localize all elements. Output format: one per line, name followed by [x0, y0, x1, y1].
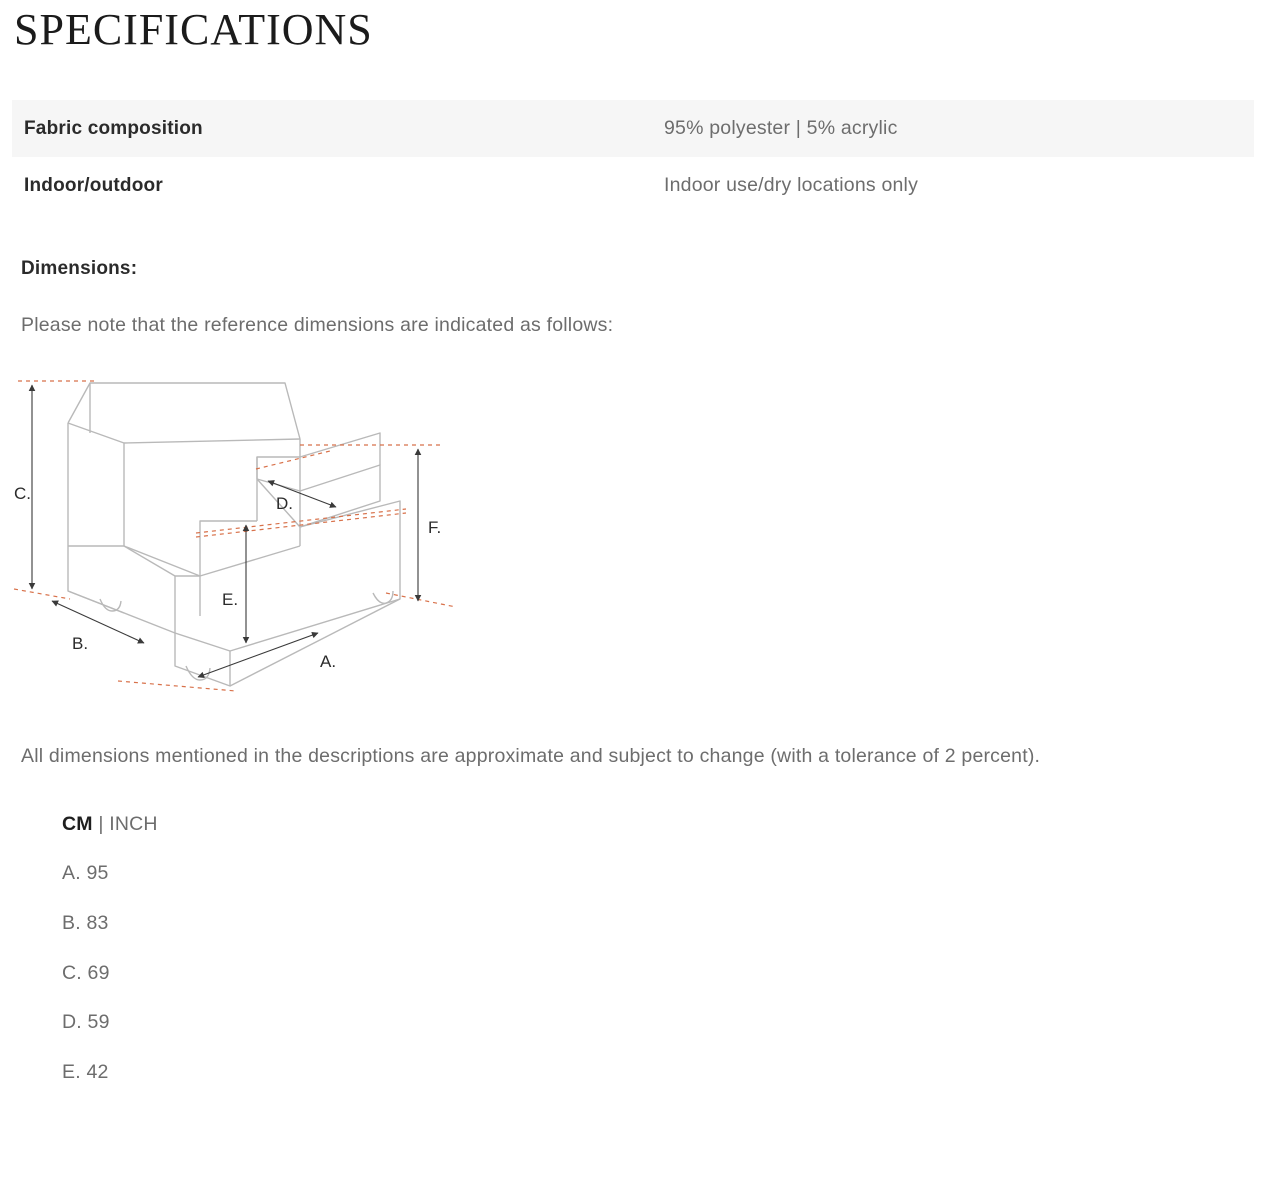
- list-item: [62, 849, 1270, 899]
- diagram-label-c: C.: [14, 484, 31, 504]
- measurement-key: A.: [62, 862, 81, 885]
- specifications-table: [12, 100, 1254, 214]
- measurement-key: D.: [62, 1011, 82, 1034]
- measurement-units-header: [62, 800, 1270, 850]
- diagram-label-e: E.: [222, 590, 239, 610]
- spec-label: Indoor/outdoor: [24, 174, 163, 196]
- dimensions-note: Please note that the reference dimensions are indicated as follows:: [21, 314, 614, 337]
- unit-secondary: INCH: [109, 812, 158, 835]
- measurement-value: 69: [87, 961, 110, 984]
- diagram-label-a: A.: [320, 652, 337, 672]
- diagram-label-f: F.: [428, 518, 442, 538]
- list-item: [62, 899, 1270, 949]
- measurement-key: B.: [62, 911, 81, 934]
- diagram-labels: [14, 484, 441, 671]
- measurement-key: E.: [62, 1061, 81, 1084]
- dimensions-heading: Dimensions:: [21, 258, 138, 280]
- table-row: [12, 100, 1254, 157]
- measurements-list: [62, 800, 1270, 1098]
- list-item: [62, 949, 1270, 999]
- diagram-label-b: B.: [72, 634, 89, 654]
- spec-value: Indoor use/dry locations only: [664, 174, 919, 197]
- spec-label: Fabric composition: [12, 100, 652, 157]
- measurement-value: 95: [86, 862, 109, 885]
- tolerance-note: All dimensions mentioned in the descriptions are approximate and subject to change (with a tolerance of 2 percent).: [21, 745, 1041, 768]
- measurement-value: 42: [86, 1061, 109, 1084]
- armchair-dimension-diagram: [0, 361, 520, 711]
- diagram-label-d: D.: [276, 494, 293, 514]
- unit-primary: CM: [62, 812, 93, 835]
- measurement-value: 83: [86, 911, 109, 934]
- armchair-outline: [68, 383, 400, 686]
- unit-separator: |: [92, 812, 110, 835]
- table-row: [12, 157, 1254, 214]
- armchair-diagram-svg: [0, 361, 500, 711]
- measurement-key: C.: [62, 961, 82, 984]
- measurement-value: 59: [87, 1011, 110, 1034]
- page-title: SPECIFICATIONS: [14, 5, 373, 54]
- spec-value: 95% polyester | 5% acrylic: [652, 100, 1254, 157]
- list-item: [62, 998, 1270, 1048]
- list-item: [62, 1048, 1270, 1098]
